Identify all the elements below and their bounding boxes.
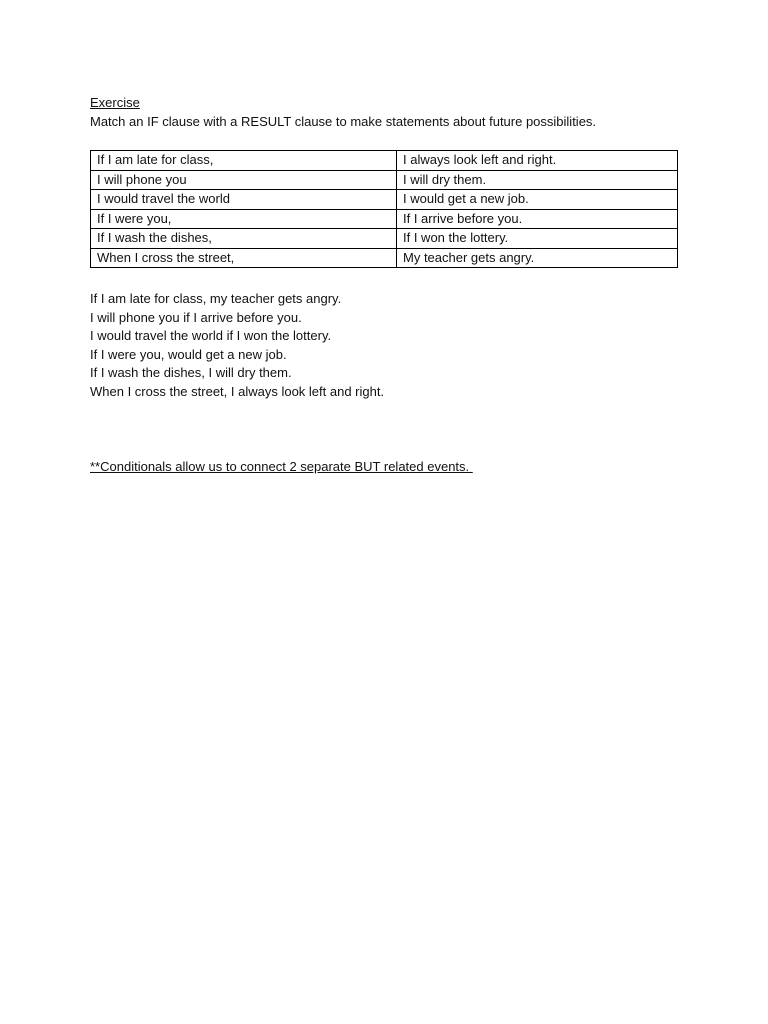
result-clause-cell: I will dry them. — [397, 170, 678, 190]
table-row — [91, 190, 678, 210]
answer-line: When I cross the street, I always look left and right. — [90, 383, 385, 399]
if-clause-cell: If I wash the dishes, — [91, 229, 397, 249]
answer-line: If I wash the dishes, I will dry them. — [90, 365, 292, 381]
if-clause-cell: If I am late for class, — [91, 151, 397, 171]
answer-line: If I were you, would get a new job. — [90, 346, 287, 362]
exercise-heading: Exercise — [90, 95, 140, 110]
table-row — [91, 209, 678, 229]
table-row — [91, 170, 678, 190]
table-row — [91, 229, 678, 249]
exercise-instruction: Match an IF clause with a RESULT clause to make statements about future possibilities. — [90, 114, 597, 129]
result-clause-cell: My teacher gets angry. — [397, 248, 678, 268]
table-row — [91, 248, 678, 268]
clause-matching-table — [90, 150, 678, 268]
result-clause-cell: I always look left and right. — [397, 151, 678, 171]
answer-sentences — [90, 290, 384, 402]
result-clause-cell: If I won the lottery. — [397, 229, 678, 249]
conditionals-note: **Conditionals allow us to connect 2 separate BUT related events. — [90, 459, 473, 474]
result-clause-cell: If I arrive before you. — [397, 209, 678, 229]
table-row — [91, 151, 678, 171]
if-clause-cell: I will phone you — [91, 170, 397, 190]
if-clause-cell: I would travel the world — [91, 190, 397, 210]
result-clause-cell: I would get a new job. — [397, 190, 678, 210]
answer-line: I would travel the world if I won the lottery. — [90, 328, 332, 344]
answer-line: If I am late for class, my teacher gets angry. — [90, 291, 342, 306]
if-clause-cell: If I were you, — [91, 209, 397, 229]
answer-line: I will phone you if I arrive before you. — [90, 309, 302, 325]
if-clause-cell: When I cross the street, — [91, 248, 397, 268]
